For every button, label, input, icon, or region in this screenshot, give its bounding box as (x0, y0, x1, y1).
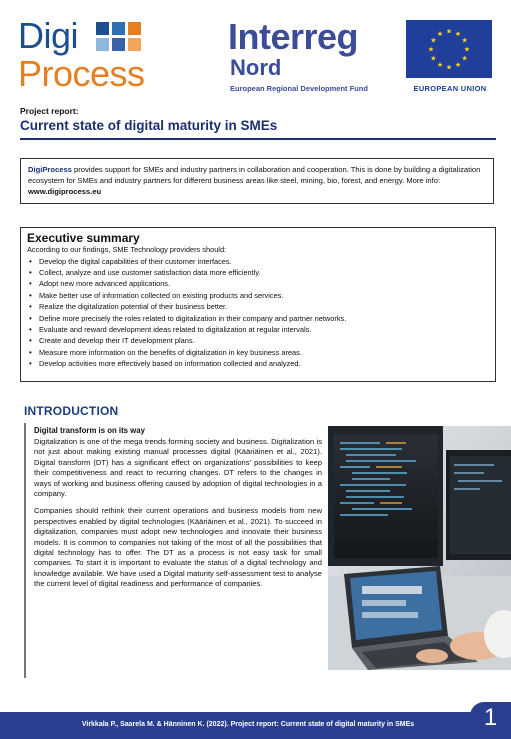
introduction-paragraph: Companies should rethink their current operations and business models from new perspectives enabled by digital technologies (Kääriäinen et al., 2021). To succeed in digitalization, companies must adopt new technologies and innovate their business models. It is common to companies not taking of the most of all the possibilities that digital technology has to offer. The DT as a process is not easy task for small companies. To start it is important to evaluate the status of a digital technology and knowledge available. We have used a Digital maturity self-assessment test to analyse the current level of digital readiness and performance of companies. (34, 506, 322, 589)
list-item: • Define more precisely the roles related to digitalization in their company and partner networks. (39, 313, 488, 324)
page-title: Current state of digital maturity in SMEs (20, 118, 278, 133)
logo-erdf-text: European Regional Development Fund (230, 84, 368, 93)
svg-text:★: ★ (463, 45, 471, 54)
project-url-link[interactable]: www.digiprocess.eu (28, 187, 102, 196)
eu-text: EUROPEAN UNION (413, 84, 487, 93)
svg-text:★: ★ (436, 61, 444, 70)
footer-citation: Virkkala P., Saarela M. & Hänninen K. (2022). Project report: Current state of digital maturity in SMEs (81, 721, 415, 728)
interreg-nord-logo (228, 18, 398, 98)
report-label: Project report: (20, 106, 79, 116)
project-description-box (20, 158, 494, 204)
logo-square (96, 22, 109, 35)
introduction-paragraph: Digitalization is one of the mega trends forming society and business. Digitalization is not just about making existing manual processes digital (Kääriäinen et al., 2021). Digital transform (DT) has a significant effect on organizations' possibilities to keep their competitiveness and react to recurring changes. DT refers to the changes in ways of working and business offering caused by adoption of digital technologies in a company. (34, 436, 322, 498)
svg-text:★: ★ (436, 29, 444, 38)
svg-text:★: ★ (461, 36, 468, 45)
logo-square (112, 38, 125, 51)
svg-text:★: ★ (454, 29, 462, 38)
logo-square (128, 38, 141, 51)
logo-square (128, 22, 141, 35)
logo-interreg-text: Interreg (228, 16, 359, 57)
introduction-text-column (34, 426, 322, 597)
page-number: 1 (483, 704, 498, 731)
svg-text:★: ★ (461, 54, 468, 63)
logo-process-text: Process (18, 53, 145, 94)
svg-text:★: ★ (430, 36, 437, 45)
introduction-subheading: Digital transform is on its way (34, 426, 145, 435)
svg-text:★: ★ (454, 61, 462, 70)
list-item: • Develop activities more effectively based on information collected and analyzed. (39, 358, 488, 369)
list-item: • Evaluate and reward development ideas related to digitalization at regular intervals. (39, 324, 488, 335)
introduction-side-rule (24, 423, 26, 678)
executive-summary-intro: According to our findings, SME Technology providers should: (27, 245, 227, 254)
svg-text:★: ★ (427, 45, 435, 54)
list-item: • Measure more information on the benefits of digitalization in key business areas. (39, 347, 488, 358)
project-description-text: provides support for SMEs and industry partners in collaboration and cooperation. This is done by building a digitalization ecosystem for SMEs and industry partners for different business areas like steel, mining, bio, forest, and energy. More info: (28, 165, 481, 185)
logo-nord-text: Nord (230, 55, 282, 80)
project-brand-name: DigiProcess (28, 165, 72, 174)
list-item: • Develop the digital capabilities of their customer interfaces. (39, 256, 488, 267)
digiprocess-logo (18, 15, 168, 94)
eu-stars-icon (406, 20, 492, 78)
list-item: • Adopt new more advanced applications. (39, 278, 488, 289)
logo-square (96, 38, 109, 51)
executive-summary-list (27, 256, 488, 370)
logo-square (112, 22, 125, 35)
introduction-heading: INTRODUCTION (24, 404, 119, 418)
list-item: • Realize the digitalization potential of their business better. (39, 301, 488, 312)
title-divider (20, 138, 496, 140)
eu-flag-icon (406, 20, 492, 78)
computer-screens-image (328, 426, 511, 670)
logo-digi-text: Digi (18, 15, 79, 56)
workstation-photo (328, 426, 511, 670)
svg-text:★: ★ (430, 54, 437, 63)
list-item: • Collect, analyze and use customer satisfaction data more efficiently. (39, 267, 488, 278)
svg-text:★: ★ (445, 63, 453, 72)
list-item: • Make better use of information collected on existing products and services. (39, 290, 488, 301)
executive-summary-heading: Executive summary (27, 231, 140, 245)
eu-logo (404, 20, 494, 96)
logo-squares (96, 22, 144, 52)
svg-text:★: ★ (445, 27, 453, 36)
list-item: • Create and develop their IT development plans. (39, 335, 488, 346)
executive-summary-box (20, 227, 496, 382)
